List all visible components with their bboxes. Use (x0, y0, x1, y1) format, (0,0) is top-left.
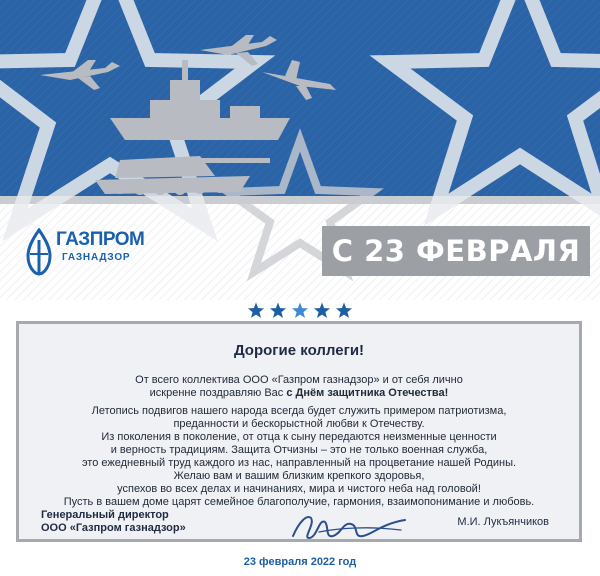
paragraph-1-line-1: От всего коллектива ООО «Газпром газнадзор» и от себя лично (135, 374, 463, 386)
gazprom-logo (22, 228, 145, 278)
letter-date: 23 февраля 2022 год (243, 556, 357, 568)
paragraph-2-line: это ежедневный труд каждого из нас, направленный на процветание нашей Родины. (81, 457, 517, 469)
star-icon (336, 303, 352, 318)
flame-icon (22, 228, 56, 276)
logo-brand-text: ГАЗПРОМ (56, 229, 145, 250)
star-icon (248, 303, 264, 318)
paragraph-3-line: успехов во всех делах и начинаниях, мира и чистого неба над головой! (117, 483, 481, 495)
signer-title-line-2: ООО «Газпром газнадзор» (41, 522, 186, 534)
holiday-emphasis: с Днём защитника Отечества! (286, 387, 449, 399)
paragraph-1 (19, 374, 579, 400)
paragraph-2-line: Летопись подвигов нашего народа всегда будет служить примером патриотизма, (91, 405, 507, 417)
paragraph-2-line: и верность традициям. Защита Отчизны – это не только военная служба, (110, 444, 488, 456)
signer-title-line-1: Генеральный директор (41, 509, 169, 521)
paragraph-1-line-2-text: искренне поздравляю Вас (149, 387, 287, 399)
stars-row (246, 301, 354, 319)
star-icon (270, 303, 286, 318)
logo-subsidiary-text: ГАЗНАДЗОР (62, 252, 131, 263)
paragraph-2-line: Из поколения в поколение, от отца к сыну передаются неизменные ценности (101, 431, 497, 443)
star-icon (314, 303, 330, 318)
paragraph-2 (19, 405, 579, 470)
star-icon (292, 303, 308, 318)
holiday-title-plate: С 23 ФЕВРАЛЯ (322, 226, 590, 276)
signer-title (41, 509, 186, 535)
paragraph-2-line: преданности и бескорыстной любви к Отечеству. (173, 418, 425, 430)
greeting-card (16, 321, 582, 542)
greeting-heading: Дорогие коллеги! (233, 342, 365, 359)
handwritten-signature (289, 504, 409, 544)
paragraph-3-line: Желаю вам и вашим близким крепкого здоровья, (173, 470, 425, 482)
paragraph-3-line: Пусть в вашем доме царят семейное благополучие, гармония, взаимопонимание и любовь. (63, 496, 535, 508)
signer-name: М.И. Лукъянчиков (457, 516, 549, 528)
paragraph-1-line-2 (19, 387, 579, 400)
